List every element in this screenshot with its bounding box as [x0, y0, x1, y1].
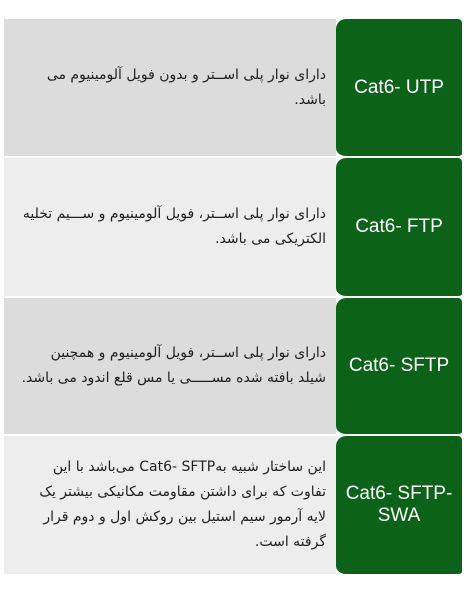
- row-description-cell: [4, 158, 336, 298]
- row-description-cell: [4, 298, 336, 436]
- table-row-cat6-sftp: [4, 298, 462, 436]
- row-label-cell: [336, 436, 462, 576]
- cable-types-table: [4, 19, 462, 576]
- row-label: Cat6- SFTP- SWA: [345, 483, 453, 526]
- table-row-cat6-utp: [4, 19, 462, 158]
- row-label-cell: [336, 19, 462, 158]
- table-row-cat6-ftp: [4, 158, 462, 298]
- row-description: دارای نوار پلی اســتر و بدون فویل آلومینیوم می باشد.: [46, 66, 326, 108]
- row-description: دارای نوار پلی اســتر، فویل آلومینیوم و ســـیم تخلیه الکتریکی می باشد.: [22, 206, 326, 247]
- row-description-cell: [4, 436, 336, 576]
- table-row-cat6-sftp-swa: [4, 436, 462, 576]
- row-label: Cat6- FTP: [355, 216, 443, 237]
- row-label-cell: [336, 158, 462, 298]
- row-description: این ساختار شبیه بهCat6- SFTP می‌باشد با این تفاوت که برای داشتن مقاومت مکانیکی بیشتر یک لایه آرمور سیم استیل بین روکش اول و دوم قرار گرفته است.: [39, 459, 326, 550]
- row-description: دارای نوار پلی اســتر، فویل آلومینیوم و همچنین شیلد بافته شده مســـــی یا مس قلع اندود می باشد.: [21, 345, 326, 386]
- row-description-cell: [4, 19, 336, 158]
- row-label-cell: [336, 298, 462, 436]
- row-label: Cat6- SFTP: [348, 355, 450, 376]
- row-label: Cat6- UTP: [354, 76, 444, 98]
